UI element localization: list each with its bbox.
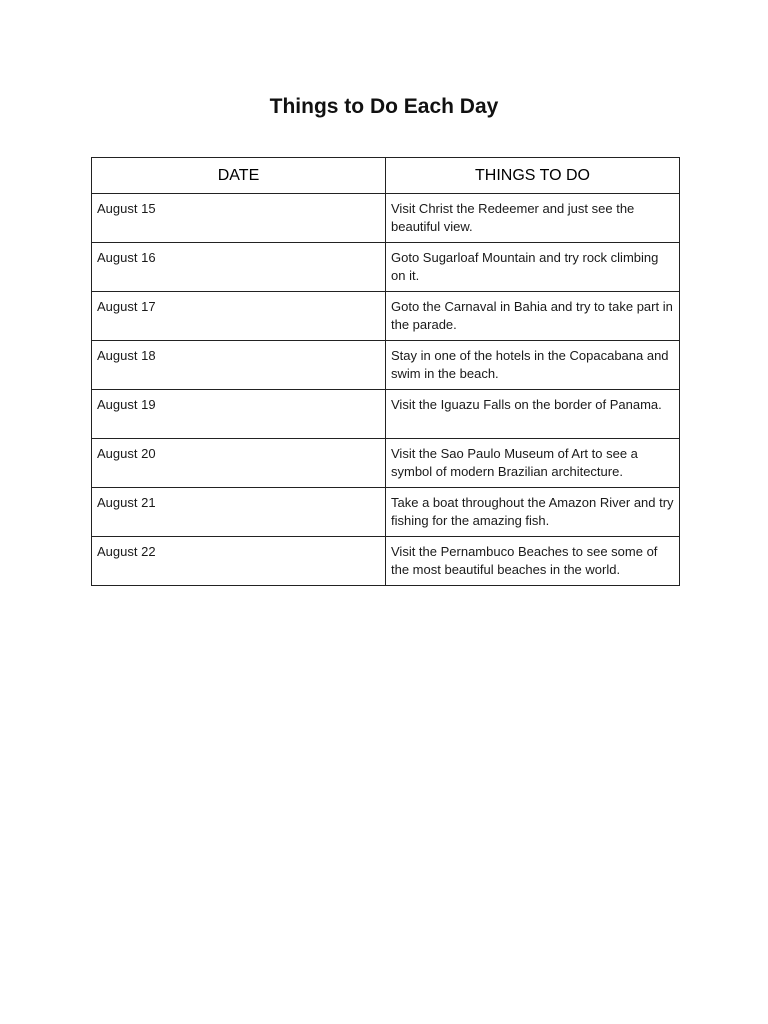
activity-cell: Visit Christ the Redeemer and just see the beautiful view. (386, 194, 680, 243)
table-header-row (92, 158, 680, 194)
activity-cell: Goto Sugarloaf Mountain and try rock climbing on it. (386, 243, 680, 292)
date-cell: August 19 (92, 390, 386, 439)
date-cell: August 21 (92, 488, 386, 537)
table-row (92, 439, 680, 488)
table-row (92, 390, 680, 439)
table-row (92, 194, 680, 243)
date-cell: August 22 (92, 537, 386, 586)
date-cell: August 16 (92, 243, 386, 292)
activity-cell: Visit the Sao Paulo Museum of Art to see a symbol of modern Brazilian architecture. (386, 439, 680, 488)
activity-cell: Visit the Pernambuco Beaches to see some of the most beautiful beaches in the world. (386, 537, 680, 586)
activity-cell: Goto the Carnaval in Bahia and try to take part in the parade. (386, 292, 680, 341)
column-header-date: DATE (92, 158, 386, 194)
table-row (92, 537, 680, 586)
page-title: Things to Do Each Day (269, 95, 499, 118)
column-header-things-to-do: THINGS TO DO (386, 158, 680, 194)
table-row (92, 488, 680, 537)
activity-cell: Stay in one of the hotels in the Copacabana and swim in the beach. (386, 341, 680, 390)
table-row (92, 292, 680, 341)
date-cell: August 18 (92, 341, 386, 390)
activity-cell: Take a boat throughout the Amazon River and try fishing for the amazing fish. (386, 488, 680, 537)
table-row (92, 341, 680, 390)
date-cell: August 20 (92, 439, 386, 488)
table-row (92, 243, 680, 292)
date-cell: August 17 (92, 292, 386, 341)
activity-cell: Visit the Iguazu Falls on the border of Panama. (386, 390, 680, 439)
schedule-table (91, 157, 680, 586)
date-cell: August 15 (92, 194, 386, 243)
